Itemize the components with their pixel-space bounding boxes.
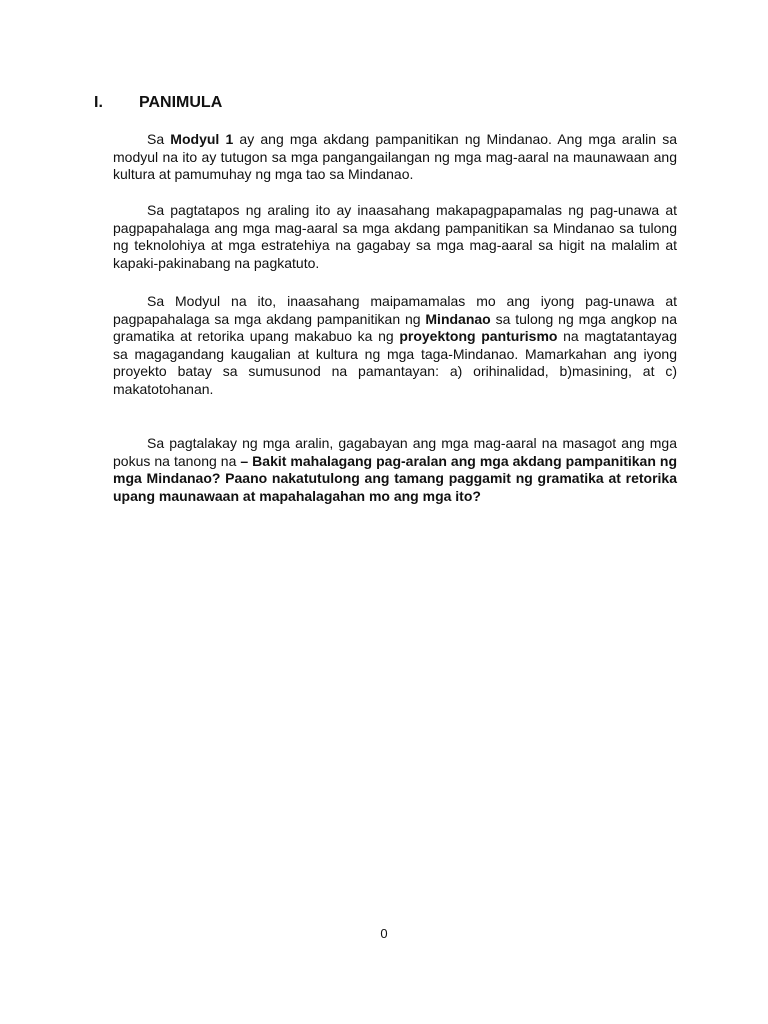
paragraph-intro — [113, 131, 677, 184]
paragraph-text: Sa — [147, 131, 171, 147]
section-heading — [94, 93, 222, 113]
section-number: I. — [94, 94, 103, 111]
paragraph-text: na magtatantayag sa magagandang kaugalian at kultura ng mga taga-Mindanao. Mamarkahan ang iyong proyekto batay sa sumusunod na pamantayan: a) orihinalidad, b)masining, at c) makatotohanan. — [113, 328, 677, 397]
bold-text: Modyul 1 — [170, 131, 234, 147]
section-title: PANIMULA — [139, 94, 223, 111]
bold-text: Mindanao — [425, 310, 491, 327]
focus-questions-text: – Bakit mahalagang pag-aralan ang mga akdang pampanitikan ng mga Mindanao? Paano nakatutulong ang tamang paggamit ng gramatika at retorika upang maunawaan at mapahalagahan mo ang mga ito? — [113, 452, 677, 504]
paragraph-objective — [113, 202, 677, 272]
paragraph-focus-questions — [113, 435, 677, 505]
paragraph-module — [113, 293, 677, 398]
paragraph-text: Sa Modyul na ito, inaasahang maipamamalas mo ang iyong pag-unawa at pagpapahalaga sa mga akdang pampanitikan ng — [113, 293, 677, 327]
paragraph-text: Sa pagtalakay ng mga aralin, gagabayan ang mga mag-aaral na masagot ang mga pokus na tanong na — [113, 435, 677, 469]
bold-text: proyektong panturismo — [399, 328, 558, 344]
paragraph-text: Sa pagtatapos ng araling ito ay inaasahang makapagpapamalas ng pag-unawa at pagpapahalaga ang mga mag-aaral sa mga akdang pampanitikan sa Mindanao sa tulong ng teknolohiya at mga estratehiya na gagabay sa mga mag-aaral sa higit na malalim at kapaki-pakinabang na pagkatuto. — [113, 202, 677, 271]
paragraph-text: ay ang mga akdang pampanitikan ng Mindanao. Ang mga aralin sa modyul na ito ay tutugon sa mga pangangailangan ng mga mag-aaral na maunawaan ang kultura at pamumuhay ng mga tao sa Mindanao. — [113, 131, 677, 182]
page-number: 0 — [380, 926, 388, 941]
paragraph-text: sa tulong ng mga angkop na gramatika at retorika upang makabuo ka ng — [113, 310, 678, 344]
